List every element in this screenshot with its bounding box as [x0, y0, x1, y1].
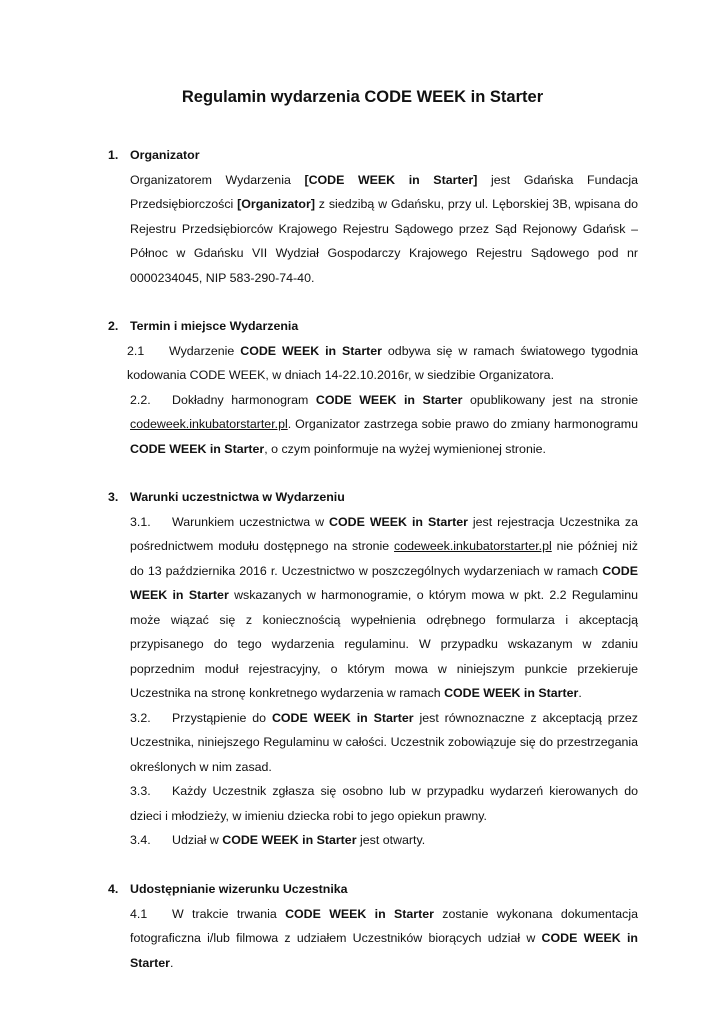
clause-3-4: 3.4. Udział w CODE WEEK in Starter jest otwarty.: [130, 828, 638, 853]
section-heading: [108, 314, 638, 339]
clause-4-1: 4.1 W trakcie trwania CODE WEEK in Starter zostanie wykonana dokumentacja fotograficzna i/lub filmowa z udziałem Uczestników biorących udział w CODE WEEK in Starter.: [130, 902, 638, 976]
clause-number: 3.2.: [130, 710, 151, 725]
section-heading: [108, 143, 638, 168]
clause-2-2: 2.2. Dokładny harmonogram CODE WEEK in Starter opublikowany jest na stronie codeweek.inkubatorstarter.pl. Organizator zastrzega sobie prawo do zmiany harmonogramu CODE WEEK in Starter, o czym poinformuje na wyżej wymienionej stronie.: [130, 388, 638, 462]
clause-2-1: 2.1 Wydarzenie CODE WEEK in Starter odbywa się w ramach światowego tygodnia kodowania CODE WEEK, w dniach 14-22.10.2016r, w siedzibie Organizatora.: [127, 339, 638, 388]
section-organizator: [108, 143, 638, 290]
section-wizerunek: [108, 877, 638, 975]
section-heading: [108, 485, 638, 510]
clause-number: 3.4.: [130, 833, 151, 847]
clause-number: 3.1.: [130, 514, 151, 529]
section-number: 4.: [108, 882, 119, 896]
section-warunki: [108, 485, 638, 853]
section-title: Udostępnianie wizerunku Uczestnika: [130, 882, 348, 896]
clause-number: 3.3.: [130, 784, 151, 798]
section-number: 2.: [108, 319, 119, 333]
clause-3-3: 3.3. Każdy Uczestnik zgłasza się osobno lub w przypadku wydarzeń kierowanych do dzieci i młodzieży, w imieniu dziecka robi to jego opiekun prawny.: [130, 779, 638, 828]
clause-number: 4.1: [130, 906, 148, 921]
clause-3-1: 3.1. Warunkiem uczestnictwa w CODE WEEK in Starter jest rejestracja Uczestnika za pośrednictwem modułu dostępnego na stronie codeweek.inkubatorstarter.pl nie później niż do 13 października 2016 r. Uczestnictwo w poszczególnych wydarzeniach w ramach CODE WEEK in Starter wskazanych w harmonogramie, o którym mowa w pkt. 2.2 Regulaminu może wiązać się z koniecznością wypełnienia odrębnego formularza i akceptacją przypisanego do tego wydarzenia regulaminu. W przypadku wskazanym w zdaniu poprzednim moduł rejestracyjny, o którym mowa w niniejszym punkcie przekieruje Uczestnika na stronę konkretnego wydarzenia w ramach CODE WEEK in Starter.: [130, 510, 638, 706]
clause-number: 2.1: [127, 343, 145, 358]
section-number: 1.: [108, 148, 119, 162]
clause-number: 2.2.: [130, 392, 151, 407]
section-title: Termin i miejsce Wydarzenia: [130, 319, 299, 333]
document-title: Regulamin wydarzenia CODE WEEK in Starter: [181, 88, 544, 106]
section-number: 3.: [108, 490, 119, 504]
section-termin: [108, 314, 638, 461]
schedule-link[interactable]: codeweek.inkubatorstarter.pl: [130, 417, 288, 431]
paragraph: Organizatorem Wydarzenia [CODE WEEK in Starter] jest Gdańska Fundacja Przedsiębiorczości [Organizator] z siedzibą w Gdańsku, przy ul. Lęborskiej 3B, wpisana do Rejestru Przedsiębiorców Krajowego Rejestru Sądowego przez Sąd Rejonowy Gdańsk – Północ w Gdańsku VII Wydział Gospodarczy Krajowego Rejestru Sądowego pod nr 0000234045, NIP 583-290-74-40.: [130, 172, 638, 285]
section-heading: [108, 877, 638, 902]
registration-link[interactable]: codeweek.inkubatorstarter.pl: [394, 539, 552, 553]
section-title: Organizator: [130, 148, 200, 162]
section-title: Warunki uczestnictwa w Wydarzeniu: [130, 490, 345, 504]
clause-3-2: 3.2. Przystąpienie do CODE WEEK in Starter jest równoznaczne z akceptacją przez Uczestnika, niniejszego Regulaminu w całości. Uczestnik zobowiązuje się do przestrzegania określonych w nim zasad.: [130, 706, 638, 780]
